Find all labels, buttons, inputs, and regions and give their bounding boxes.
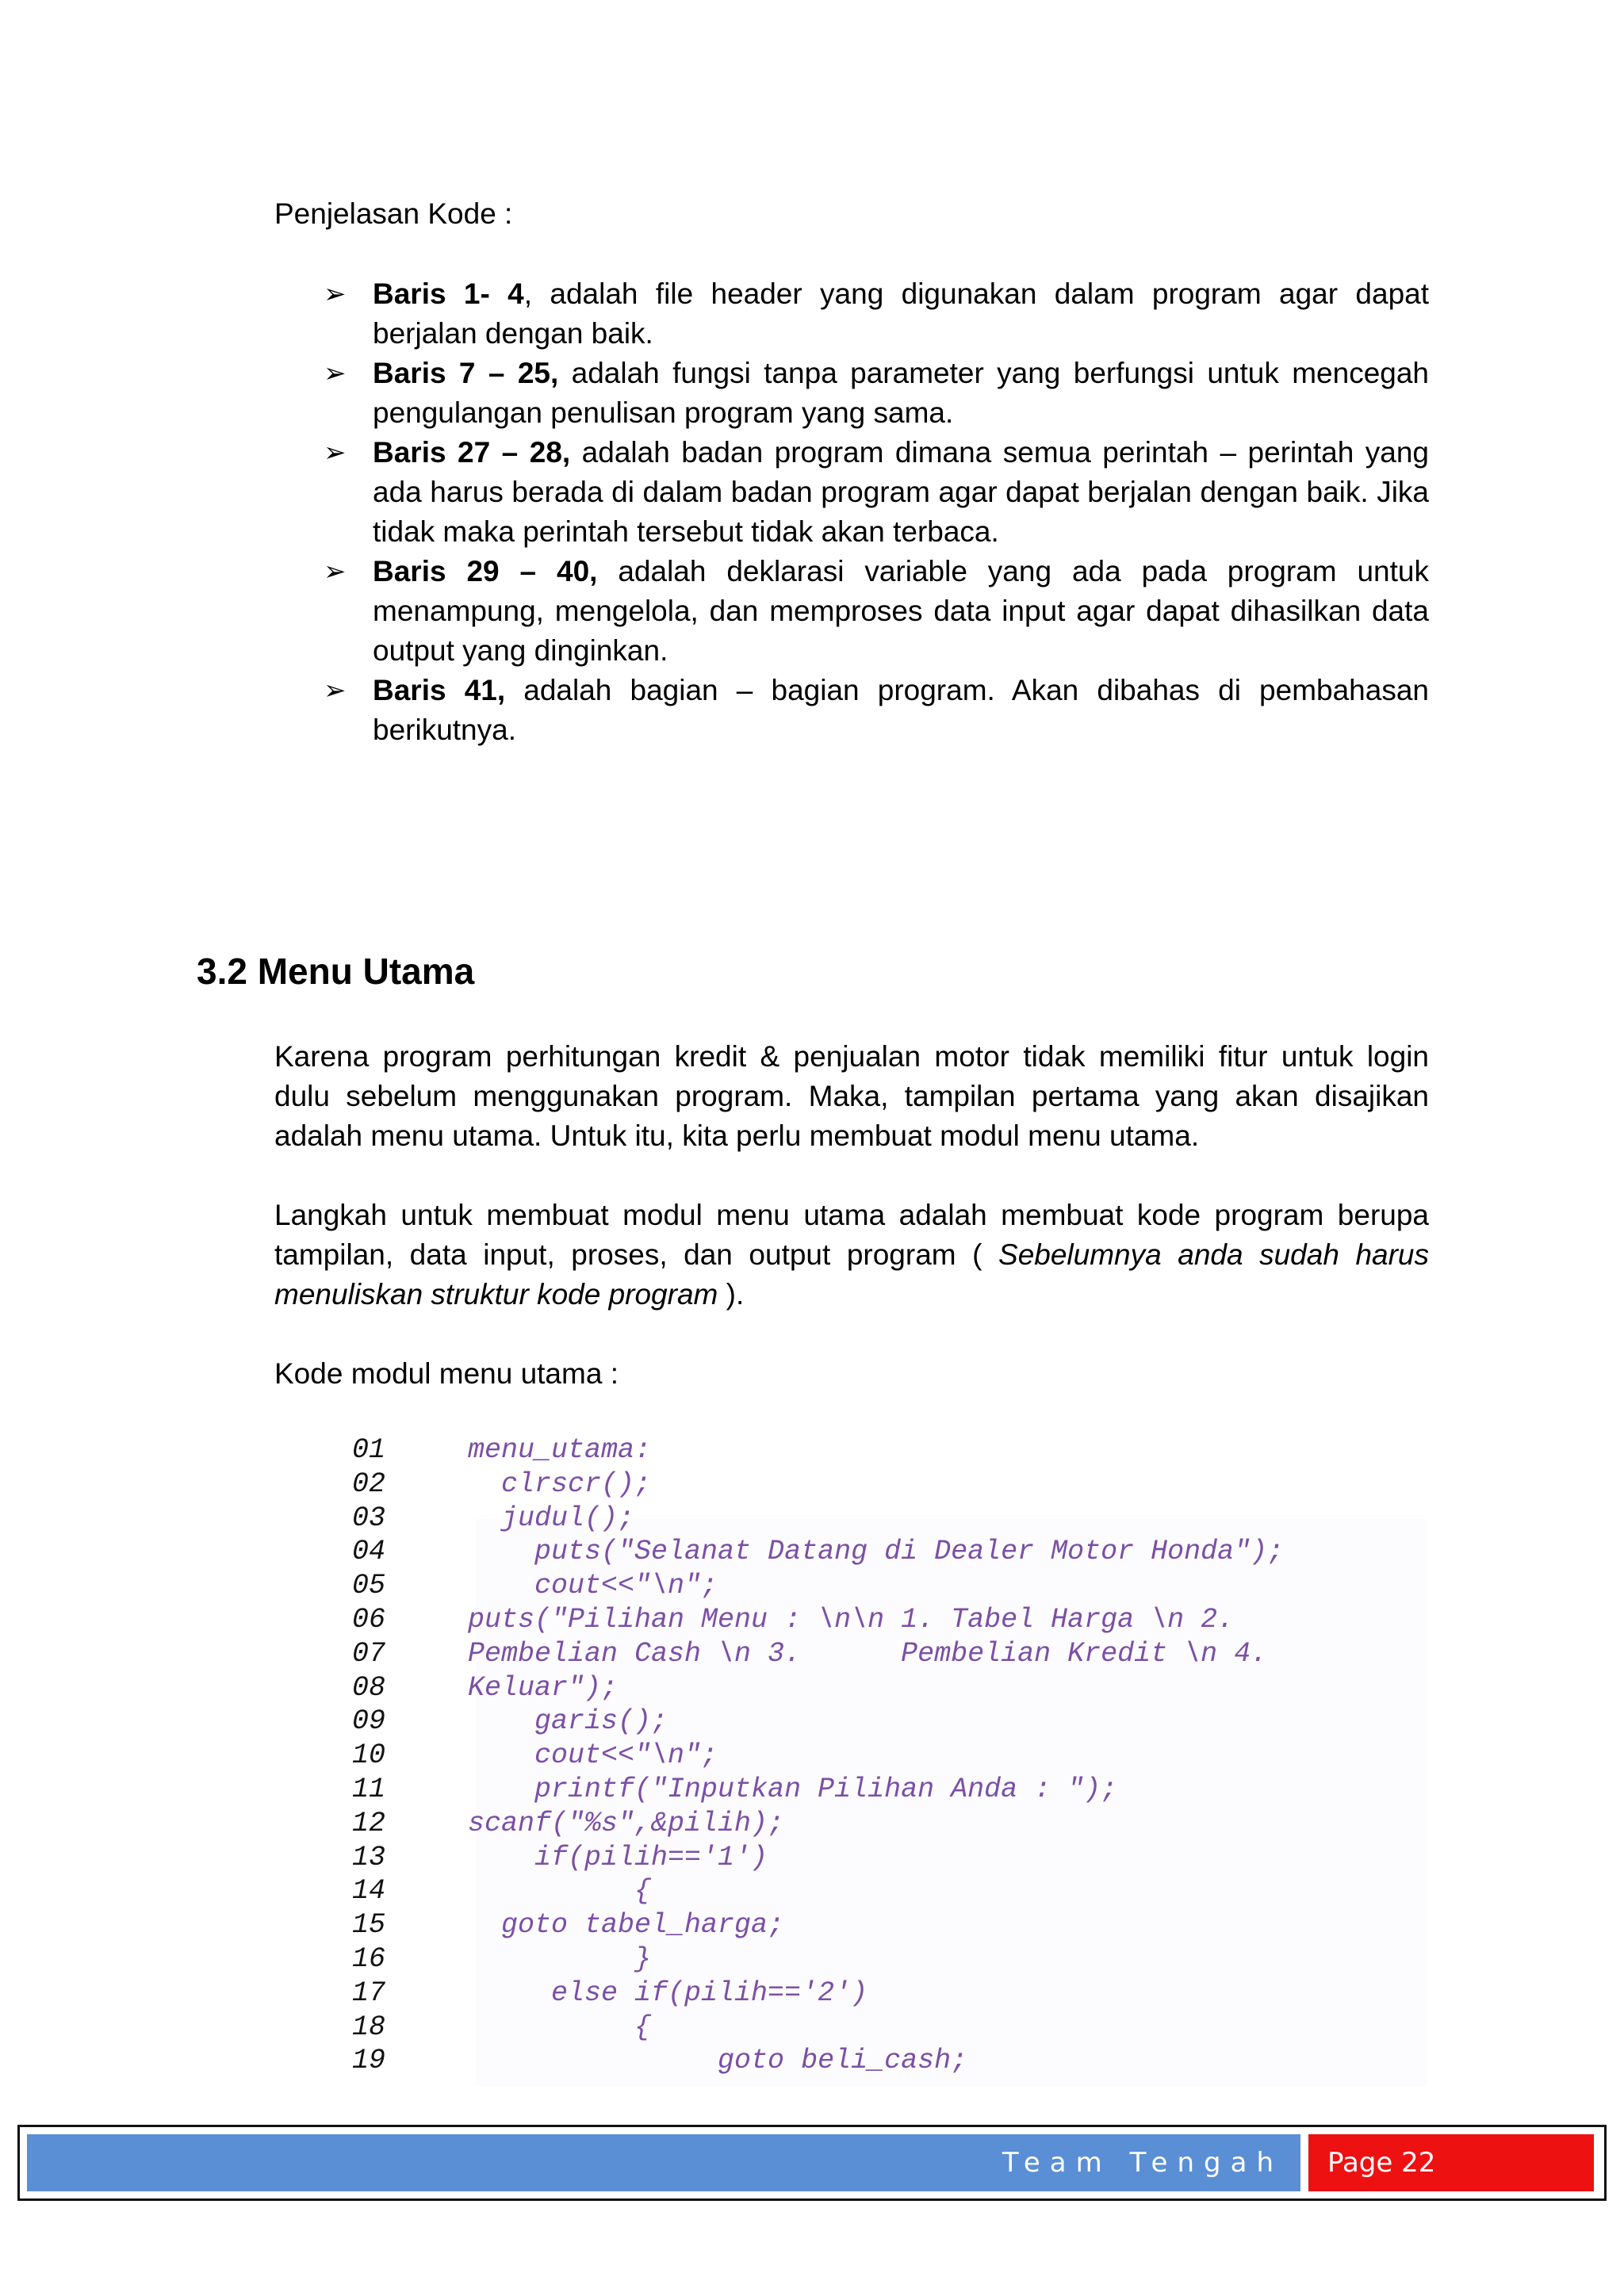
bullet-text: adalah bagian – bagian program. Akan dibahas di pembahasan berikutnya. [373, 674, 1429, 746]
code-line [349, 1603, 1427, 1637]
line-number: 18 [352, 2011, 386, 2043]
code-text: puts("Pilihan Menu : \n\n 1. Tabel Harga \n 2. [468, 1603, 1235, 1636]
bullet-text: adalah deklarasi variable yang ada pada program untuk menampung, mengelola, dan memproses data input agar dapat dihasilkan data output yang dinginkan. [373, 555, 1429, 667]
list-item [324, 274, 1429, 354]
code-text: cout<<"\n"; [468, 1570, 718, 1602]
line-number: 09 [352, 1705, 386, 1738]
arrow-bullet-icon: ➢ [324, 675, 347, 706]
section-title: 3.2 Menu Utama [197, 951, 475, 992]
bullet-bold: Baris 27 – 28, [373, 436, 571, 469]
list-item [324, 354, 1429, 433]
line-number: 01 [352, 1434, 386, 1466]
line-number: 04 [352, 1536, 386, 1568]
footer-team: Team Tengah [1002, 2147, 1283, 2179]
code-text: } [468, 1942, 652, 1975]
line-number: 02 [352, 1468, 386, 1500]
line-number: 15 [352, 1909, 386, 1942]
bullet-text: adalah fungsi tanpa parameter yang berfungsi untuk mencegah pengulangan penulisan program yang sama. [373, 357, 1429, 429]
code-line [349, 1468, 1427, 1502]
code-line [349, 1841, 1427, 1875]
code-line [349, 1671, 1427, 1705]
code-line [349, 1976, 1427, 2011]
bullet-bold: Baris 7 – 25, [373, 357, 559, 389]
code-line [349, 1773, 1427, 1807]
code-text: scanf("%s",&pilih); [468, 1807, 785, 1839]
code-text: Keluar"); [468, 1671, 619, 1704]
list-item [324, 671, 1429, 750]
code-line [349, 2011, 1427, 2045]
code-text: { [468, 1875, 652, 1908]
intro-heading: Penjelasan Kode : [274, 197, 513, 230]
code-text: menu_utama: [468, 1434, 652, 1466]
line-number: 08 [352, 1671, 386, 1704]
code-line [349, 1908, 1427, 1942]
paragraph-intro: Karena program perhitungan kredit & penjualan motor tidak memiliki fitur untuk login dulu sebelum menggunakan program. Maka, tampilan pertama yang akan disajikan adalah menu utama. Untuk itu, kita perlu membuat modul menu utama. [274, 1040, 1429, 1152]
code-line [349, 1502, 1427, 1536]
code-line [349, 2044, 1427, 2078]
code-line [349, 1874, 1427, 1908]
line-number: 03 [352, 1502, 386, 1534]
line-number: 06 [352, 1603, 386, 1636]
code-text: { [468, 2011, 652, 2043]
bullet-bold: Baris 29 – 40, [373, 555, 598, 587]
code-line [349, 1569, 1427, 1603]
bullet-bold: Baris 1- 4 [373, 277, 524, 310]
line-number: 05 [352, 1570, 386, 1602]
paragraph-steps-start: Langkah untuk membuat modul menu utama adalah membuat kode program berupa tampilan, data input, proses, dan output program ( [274, 1199, 1429, 1271]
arrow-bullet-icon: ➢ [324, 438, 347, 468]
bullet-text: adalah badan program dimana semua perintah – perintah yang ada harus berada di dalam badan program agar dapat berjalan dengan baik. Jika tidak maka perintah tersebut tidak akan terbaca. [373, 436, 1429, 548]
explanation-list [324, 274, 1429, 750]
code-line [349, 1807, 1427, 1841]
line-number: 10 [352, 1739, 386, 1772]
line-number: 11 [352, 1773, 386, 1805]
code-line [349, 1637, 1427, 1671]
code-line [349, 1739, 1427, 1773]
code-label: Kode modul menu utama : [274, 1357, 619, 1390]
arrow-bullet-icon: ➢ [324, 279, 347, 309]
line-number: 12 [352, 1807, 386, 1839]
code-text: clrscr(); [468, 1468, 652, 1500]
line-number: 17 [352, 1976, 386, 2009]
line-number: 07 [352, 1637, 386, 1670]
code-text: goto beli_cash; [468, 2045, 968, 2077]
code-text: judul(); [468, 1502, 635, 1534]
paragraph-steps [274, 1196, 1429, 1314]
code-line [349, 1942, 1427, 1976]
code-text: if(pilih=='1') [468, 1841, 768, 1873]
arrow-bullet-icon: ➢ [324, 557, 347, 587]
bullet-bold: Baris 41, [373, 674, 506, 706]
arrow-bullet-icon: ➢ [324, 358, 347, 388]
code-text: cout<<"\n"; [468, 1739, 718, 1772]
paragraph-steps-end: ). [718, 1278, 745, 1311]
code-text: puts("Selanat Datang di Dealer Motor Honda"); [468, 1536, 1285, 1568]
line-number: 13 [352, 1841, 386, 1873]
code-text: Pembelian Cash \n 3. Pembelian Kredit \n 4. [468, 1637, 1268, 1670]
code-text: goto tabel_harga; [468, 1909, 785, 1942]
line-number: 16 [352, 1942, 386, 1975]
code-line [349, 1535, 1427, 1569]
list-item [324, 552, 1429, 671]
paragraph-steps-italic: Sebelumnya anda sudah harus menuliskan struktur kode program [274, 1238, 1429, 1311]
code-text: garis(); [468, 1705, 668, 1738]
code-line [349, 1433, 1427, 1468]
line-number: 14 [352, 1875, 386, 1908]
code-text: printf("Inputkan Pilihan Anda : "); [468, 1773, 1118, 1805]
code-text: else if(pilih=='2') [468, 1976, 868, 2009]
bullet-text: , adalah file header yang digunakan dalam program agar dapat berjalan dengan baik. [373, 277, 1430, 350]
page-number: Page 22 [1327, 2147, 1436, 2179]
list-item [324, 433, 1429, 552]
line-number: 19 [352, 2045, 386, 2077]
code-listing [349, 1433, 1427, 2078]
code-line [349, 1705, 1427, 1739]
